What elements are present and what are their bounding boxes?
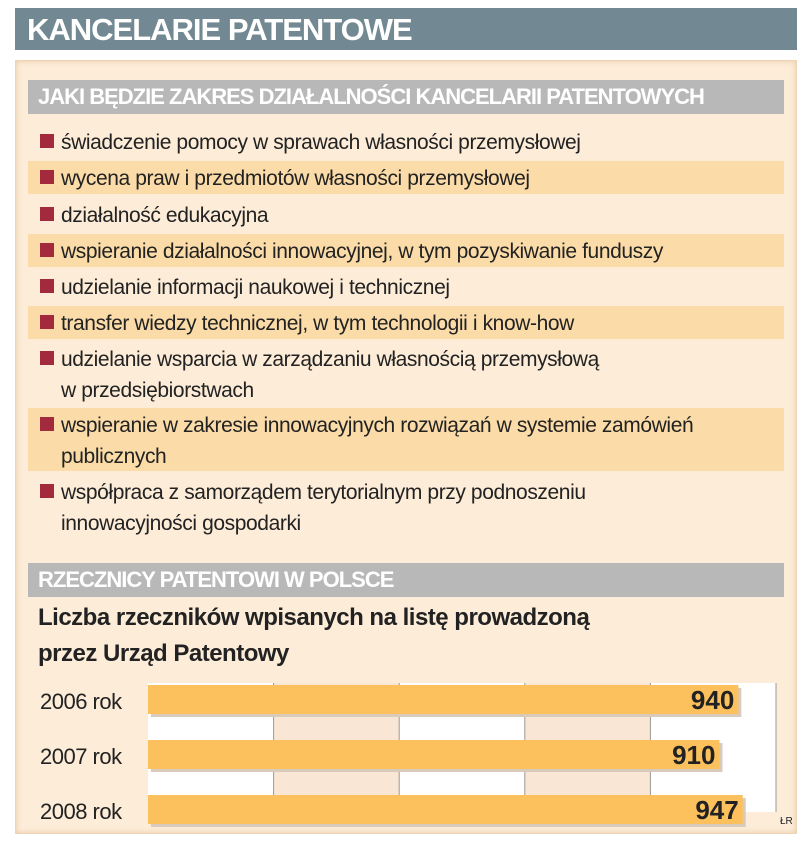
chart-title-line: Liczba rzeczników wpisanych na listę prowadzoną: [38, 604, 590, 631]
list-item-line: transfer wiedzy technicznej, w tym technologii i know-how: [61, 312, 574, 335]
list-item-line: wycena praw i przedmiotów własności przemysłowej: [61, 167, 530, 190]
category-label: 2008 rok: [40, 799, 122, 824]
bar-value-label: 940: [690, 685, 735, 715]
list-item-line: udzielanie informacji naukowej i technicznej: [61, 276, 450, 299]
bar: [148, 685, 738, 714]
list-item-line: w przedsiębiorstwach: [61, 379, 254, 402]
bar-value-label: 910: [672, 740, 716, 770]
list-item-line: innowacyjności gospodarki: [61, 512, 301, 535]
list-item-line: współpraca z samorządem terytorialnym przy podnoszeniu: [61, 481, 586, 504]
list-item-line: działalność edukacyjna: [61, 204, 269, 227]
bar: [148, 795, 743, 824]
list-item-line: udzielanie wsparcia w zarządzaniu własnością przemysłową: [61, 348, 599, 371]
scope-heading: JAKI BĘDZIE ZAKRES DZIAŁALNOŚCI KANCELARII PATENTOWYCH: [38, 84, 704, 109]
credit: ŁR: [780, 816, 793, 827]
list-item-line: świadczenie pomocy w sprawach własności przemysłowej: [61, 131, 581, 154]
bar: [148, 740, 719, 769]
category-label: 2006 rok: [40, 689, 122, 714]
list-item-line: wspieranie działalności innowacyjnej, w tym pozyskiwanie funduszy: [61, 240, 663, 263]
chart-title-line: przez Urząd Patentowy: [38, 640, 289, 667]
chart-heading: RZECZNICY PATENTOWI W POLSCE: [38, 567, 394, 592]
list-item-line: publicznych: [61, 445, 167, 468]
page-title: KANCELARIE PATENTOWE: [27, 12, 412, 47]
bar-value-label: 947: [695, 795, 739, 825]
category-label: 2007 rok: [40, 744, 122, 769]
list-item-line: wspieranie w zakresie innowacyjnych rozwiązań w systemie zamówień: [61, 414, 694, 437]
